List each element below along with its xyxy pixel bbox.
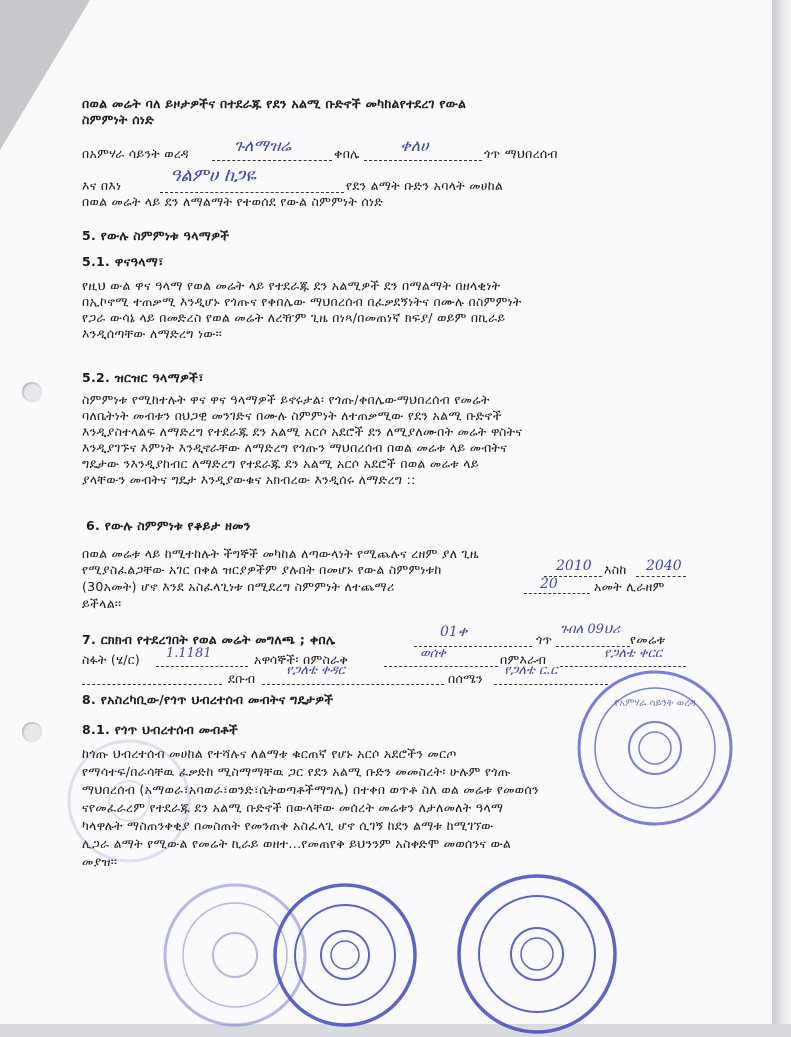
paragraph-line: የሚያስፈልጋቸው አገር በቀል ዝርያዎችም ያሉበት በመሆኑ የውል ስምምነቱከ — [82, 562, 442, 577]
section-5-1-heading: 5.1. ዋናዓላማ፣ — [82, 254, 164, 269]
paper-edge — [772, 0, 791, 1024]
section-5-2-heading: 5.2. ዝርዝር ዓላማዎች፣ — [82, 370, 204, 385]
paragraph-line: ካላዋሉት ማስጠንቀቂያ በመስጠት የመንጠቅ አስፈላጊ ሆኖ ሲገኝ ከደን ልማቱ ከሚገኘው — [82, 818, 494, 833]
blank-line — [156, 666, 248, 667]
north-label: በሰሜን — [448, 671, 483, 686]
doc-title-line1: በወል መሬት ባለ ይዞታዎችና በተደራጁ የደን አልሚ ቡድኖች መካከልየተደረገ የውል — [82, 96, 467, 111]
handwritten-group-leader: ዓልምሀ ከጋዬ — [170, 165, 257, 186]
boundaries-label: አዋሳኞች፡ በምስራቅ — [254, 652, 349, 667]
paragraph-line: ያላቸውን መብትና ግዴታ እንዲያውቁና አክብረው እንዲሰሩ ለማድረግ :: — [82, 472, 416, 487]
paragraph-line: በኢኮኖሚ ተጠቃሚ እንዲሆኑ የጎጡና የቀበሌው ማህበረሰብ በፈቃደኝነትና በሙሉ በስምምነት — [82, 294, 522, 309]
area-label: ስፋት (ሄ/ር) — [82, 652, 141, 667]
official-stamp-4 — [455, 872, 620, 1037]
paragraph-line: እንዲያገኙና እምነት እንዲኖራቸው ለማድረግ የጎጡን ማህበረሰብ በወል መሬቱ ላይ መብትና — [82, 440, 508, 455]
intro-group-members: የደን ልማት ቡድን አባላት መሀከል — [346, 178, 504, 193]
paragraph-line: ባለቤትነት መብቱን በህጋዊ መንገድና በሙሉ ስምምነት ለተጠቃሚው የደን አልሚ ቡድኖች — [82, 408, 502, 423]
stamp-text: የአምሃራ ሳይንት ወረዳ — [614, 698, 696, 709]
section-5-heading: 5. የውሉ ስምምነቱ ዓላማዎች — [82, 228, 230, 243]
paragraph-line: ሊጋራ ልማት የሚውል የመሬት ኪራይ ወዘተ...የመጠየቅ ይህንንም አስቀድሞ መወሰንና ውል — [82, 836, 512, 851]
blank-line — [262, 684, 444, 685]
faded-stamp — [64, 736, 194, 866]
blank-line — [160, 192, 344, 193]
punch-hole — [22, 722, 42, 742]
handwritten-extra-years: 20 — [540, 576, 558, 592]
intro-got-label: ጎጥ ማህበረሰብ — [484, 146, 558, 161]
handwritten-year-from: 2010 — [556, 558, 592, 574]
doc-title-line2: ስምምነት ሰነድ — [82, 112, 155, 127]
intro-group-label: እና በእነ — [82, 178, 122, 193]
handwritten-kebele-7: 01ቀ — [440, 624, 468, 640]
blank-line — [524, 593, 590, 594]
paragraph-line: ይችላል፡፡ — [82, 596, 122, 611]
paragraph-line: (30አመት) ሆኖ እንደ አስፈላጊነቱ በሚደረግ ስምምነት ለተጨማሪ — [82, 579, 395, 594]
handwritten-area: 1.1181 — [166, 646, 212, 661]
handwritten-woreda: ጉለማዝሬ — [234, 136, 292, 155]
extension-label: አመት ሊራዘም — [594, 579, 665, 594]
handwritten-got-7: ጉበለ 09ህሪ — [560, 622, 620, 637]
paragraph-line: እንዲያስተላልፍ ለማድረግ የተደራጁ ደን አልሚ አርሶ አደሮች ደን ለሚያለሙበት መሬት ዋስትና — [82, 424, 523, 439]
blank-line — [560, 666, 686, 667]
section-8-1-heading: 8.1. የጎጥ ህብረተሰብ መብቶች — [82, 722, 239, 737]
paragraph-line: የዚህ ውል ዋና ዓላማ የወል መሬት ላይ የተደራጁ ደን አልሚዎች ደን በማልማት በዘላቂነት — [82, 278, 501, 293]
handwritten-year-to: 2040 — [646, 558, 682, 574]
land-label: የመሬቱ — [630, 632, 666, 647]
paragraph-line: ማህበረሰብ (አማወራ፣አባወራ፣ወንድ፣ሴትወጣቶችማግሌ) በተቀበ ወጥቶ ስለ ወል መሬቱ የመወሰን — [82, 782, 539, 797]
paragraph-line: ግዴታው ንእንዲያከብር ለማድረግ የተደራጁ ደን አልሚ አርሶ አደሮች በወል መሬቱ ላይ — [82, 456, 479, 471]
until-label: እስከ — [604, 562, 627, 577]
paragraph-line: ስምምነቱ የሚከተሉት ዋና ዋና ዓላማዎች ይኖሩታል፡ የጎጡ/ቀበሌውማህበረሰብ የመሬት — [82, 392, 490, 407]
paragraph-line: ከጎጡ ህብረተሰብ መሀከል የተሻሉና ለልማቱ ቁርጠኛ የሆኑ አርሶ አደሮችን መርጦ — [82, 746, 457, 761]
handwritten-north: የጋለቴ ር.ር — [504, 663, 558, 678]
official-stamp-1 — [575, 668, 735, 828]
blank-line — [384, 666, 498, 667]
section-7-heading: 7. ርክክብ የተደረገበት የወል መሬት መግለጫ ; ቀበሌ — [82, 632, 336, 647]
folded-corner — [0, 0, 90, 150]
blank-line — [82, 684, 222, 685]
paragraph-line: መያዝ፡፡ — [82, 854, 118, 869]
paragraph-line: የማሳተፍ/በራሳቸዉ ፈቃድከ ሚስማማቸዉ ጋር የደን አልሚ ቡድን መመስረት፡ ሁሉም የጎጡ — [82, 764, 511, 779]
handwritten-east: ወሰቀ — [420, 646, 447, 661]
section-6-heading: 6. የውሉ ስምምነቱ የቆይታ ዘመን — [86, 518, 251, 533]
paragraph-line: በወል መሬቱ ላይ ከሚተከሉት ችግኞች መካከል ለጣውላነት የሚጨሉና ረዘም ያለ ጊዜ — [82, 546, 479, 561]
blank-line — [364, 160, 482, 161]
blank-line — [636, 576, 686, 577]
paragraph-line: የጋራ ውሳኔ ላይ በመድረስ የወል መሬት ለረዥም ጊዜ በነጻ/በመጠነኛ ክፍያ/ ወይም በኪራይ — [82, 310, 506, 325]
blank-line — [212, 160, 332, 161]
intro-woreda-label: በአምሃራ ሳይንት ወረዳ — [82, 146, 189, 161]
section-8-heading: 8. የአስረካቢው/የጎጥ ህብረተሰብ መብትና ግዴታዎች — [82, 692, 334, 707]
south-label: ደቡብ — [228, 671, 256, 686]
handwritten-south: የጋለቴ ቀዳር — [286, 663, 345, 678]
paragraph-line: ናየመፈራረም የተደራጁ ደን አልሚ ቡድኖች በውላቸው መሰረት መሬቱን ለታለመለት ዓላማ — [82, 800, 504, 815]
intro-kebele-label: ቀበሌ — [334, 146, 360, 161]
got-label: ጎጥ — [536, 632, 553, 647]
intro-contract-doc: በወል መሬት ላይ ደን ለማልማት የተወሰደ የውል ስምምነት ሰነድ — [82, 194, 384, 209]
paragraph-line: እንዲሰጣቸው ለማድረግ ነው፡፡ — [82, 326, 223, 341]
official-stamp-3 — [270, 880, 420, 1030]
handwritten-west: የጋለቴ ቀርር — [604, 646, 662, 661]
punch-hole — [22, 382, 42, 402]
handwritten-kebele: ቀለሀ — [400, 136, 429, 155]
west-label: በምእራብ — [500, 652, 547, 667]
